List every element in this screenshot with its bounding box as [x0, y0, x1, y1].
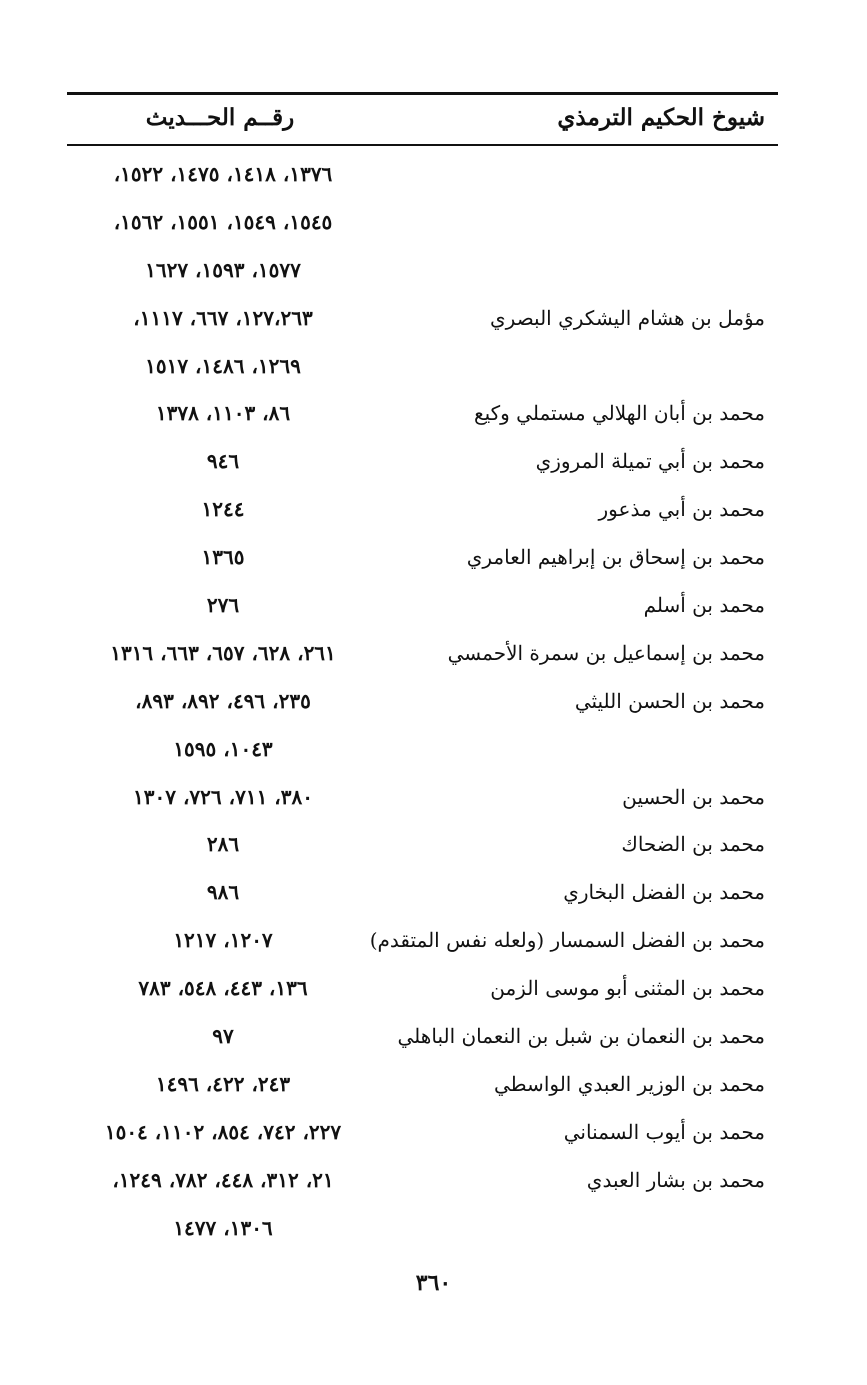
teacher-name: محمد بن أبي مذعور [598, 497, 765, 522]
column-header-hadith-numbers: رقــم الحـــديث [145, 104, 295, 131]
teacher-name: محمد بن الفضل البخاري [563, 880, 765, 905]
table-row [0, 1108, 867, 1156]
teacher-name: محمد بن بشار العبدي [586, 1167, 765, 1192]
table-row [0, 1060, 867, 1108]
table-row [0, 773, 867, 821]
hadith-numbers: ١٠٤٣، ١٥٩٥ [173, 736, 273, 761]
teacher-name: محمد بن إسماعيل بن سمرة الأحمسي [447, 640, 765, 665]
hadith-numbers: ٢٨٦ [206, 832, 240, 857]
table-row [0, 1156, 867, 1204]
header-top-rule [67, 92, 778, 95]
header-bottom-rule [67, 144, 778, 146]
teacher-name: محمد بن المثنى أبو موسى الزمن [490, 976, 765, 1001]
hadith-numbers: ٩٤٦ [206, 449, 240, 474]
table-row [0, 820, 867, 868]
table-row [0, 485, 867, 533]
hadith-numbers: ١٥٤٥، ١٥٤٩، ١٥٥١، ١٥٦٢، [113, 209, 333, 234]
hadith-numbers: ١٢٧،٢٦٣، ٦٦٧، ١١١٧، [133, 305, 313, 330]
hadith-numbers: ٩٨٦ [206, 880, 240, 905]
table-row [0, 533, 867, 581]
table-row [0, 868, 867, 916]
teacher-name: محمد بن الحسين [622, 784, 765, 809]
hadith-numbers: ٢٢٧، ٧٤٢، ٨٥٤، ١١٠٢، ١٥٠٤ [104, 1119, 342, 1144]
table-row [0, 916, 867, 964]
table-row [0, 629, 867, 677]
index-table [0, 150, 867, 1251]
table-row [0, 1012, 867, 1060]
column-header-teachers: شيوخ الحكيم الترمذي [557, 104, 765, 131]
hadith-numbers: ١٢٠٧، ١٢١٧ [173, 928, 273, 953]
hadith-numbers: ٩٧ [212, 1023, 234, 1048]
teacher-name: محمد بن النعمان بن شبل بن النعمان الباهلي [397, 1023, 765, 1048]
hadith-numbers: ٢٤٣، ٤٢٢، ١٤٩٦ [155, 1071, 291, 1096]
hadith-numbers: ١٣٦٥ [201, 545, 245, 570]
page-number: ٣٦٠ [415, 1270, 452, 1296]
teacher-name: محمد بن إسحاق بن إبراهيم العامري [466, 545, 765, 570]
table-row [0, 1204, 867, 1252]
table-row [0, 677, 867, 725]
hadith-numbers: ١٣٠٦، ١٤٧٧ [173, 1215, 273, 1240]
teacher-name: محمد بن الوزير العبدي الواسطي [493, 1071, 765, 1096]
table-row [0, 342, 867, 390]
hadith-numbers: ١٣٦، ٤٤٣، ٥٤٨، ٧٨٣ [138, 976, 308, 1001]
hadith-numbers: ٢٦١، ٦٢٨، ٦٥٧، ٦٦٣، ١٣١٦ [110, 640, 336, 665]
hadith-numbers: ٨٦، ١١٠٣، ١٣٧٨ [155, 401, 291, 426]
teacher-name: محمد بن أبي تميلة المروزي [535, 449, 765, 474]
hadith-numbers: ٢١، ٣١٢، ٤٤٨، ٧٨٢، ١٢٤٩، [112, 1167, 334, 1192]
table-row [0, 294, 867, 342]
teacher-name: محمد بن أبان الهلالي مستملي وكيع [473, 401, 765, 426]
teacher-name: محمد بن الفضل السمسار (ولعله نفس المتقدم) [369, 928, 765, 953]
table-row [0, 725, 867, 773]
hadith-numbers: ٢٣٥، ٤٩٦، ٨٩٢، ٨٩٣، [135, 688, 311, 713]
hadith-numbers: ٢٧٦ [206, 592, 240, 617]
table-row [0, 581, 867, 629]
table-row [0, 389, 867, 437]
hadith-numbers: ١٥٧٧، ١٥٩٣، ١٦٢٧ [145, 257, 301, 282]
teacher-name: مؤمل بن هشام اليشكري البصري [490, 305, 765, 330]
teacher-name: محمد بن أسلم [643, 592, 765, 617]
teacher-name: محمد بن أيوب السمناني [563, 1119, 765, 1144]
hadith-numbers: ١٣٧٦، ١٤١٨، ١٤٧٥، ١٥٢٢، [113, 161, 333, 186]
table-row [0, 964, 867, 1012]
hadith-numbers: ١٢٤٤ [201, 497, 245, 522]
table-row [0, 150, 867, 198]
table-row [0, 198, 867, 246]
hadith-numbers: ١٢٦٩، ١٤٨٦، ١٥١٧ [145, 353, 301, 378]
hadith-numbers: ٣٨٠، ٧١١، ٧٢٦، ١٣٠٧ [133, 784, 313, 809]
table-row [0, 437, 867, 485]
teacher-name: محمد بن الحسن الليثي [574, 688, 765, 713]
teacher-name: محمد بن الضحاك [621, 832, 765, 857]
table-row [0, 246, 867, 294]
